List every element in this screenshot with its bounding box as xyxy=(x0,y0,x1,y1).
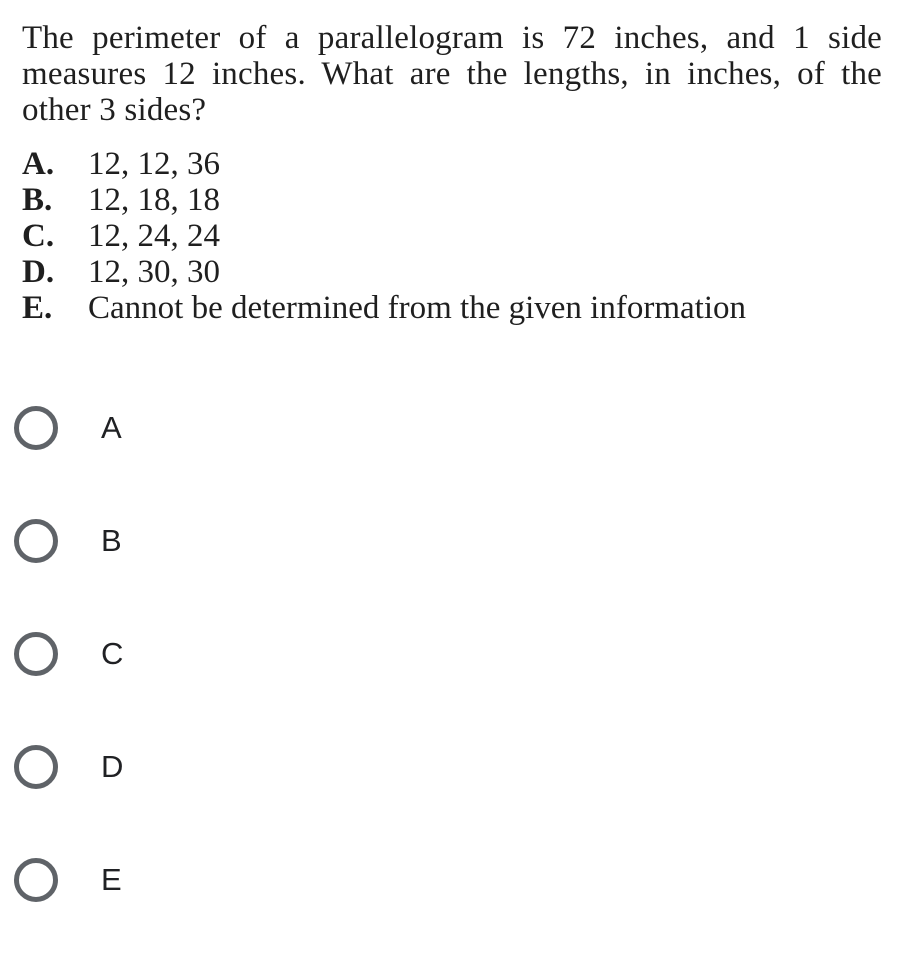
radio-option-a[interactable] xyxy=(14,402,314,515)
radio-label-a[interactable]: A xyxy=(101,410,122,445)
choice-row-e xyxy=(22,290,882,326)
radio-button-e[interactable] xyxy=(14,858,58,902)
choice-text: 12, 12, 36 xyxy=(88,146,220,182)
radio-option-c[interactable] xyxy=(14,628,314,741)
choice-row-b xyxy=(22,182,882,218)
radio-button-c[interactable] xyxy=(14,632,58,676)
choice-text: Cannot be determined from the given information xyxy=(88,290,746,326)
radio-label-e[interactable]: E xyxy=(101,862,122,897)
radio-label-d[interactable]: D xyxy=(101,749,124,784)
choice-letter: B. xyxy=(22,182,53,218)
choice-list xyxy=(22,146,882,326)
choice-letter: E. xyxy=(22,290,53,326)
radio-option-e[interactable] xyxy=(14,854,314,967)
radio-button-a[interactable] xyxy=(14,406,58,450)
choice-row-c xyxy=(22,218,882,254)
choice-text: 12, 24, 24 xyxy=(88,218,220,254)
radio-option-d[interactable] xyxy=(14,741,314,854)
radio-label-c[interactable]: C xyxy=(101,636,124,671)
radio-option-b[interactable] xyxy=(14,515,314,628)
question-stem: The perimeter of a parallelogram is 72 inches, and 1 side measures 12 inches. What are the lengths, in inches, of the other 3 sides? xyxy=(22,20,882,128)
choice-letter: C. xyxy=(22,218,55,254)
radio-label-b[interactable]: B xyxy=(101,523,122,558)
radio-button-d[interactable] xyxy=(14,745,58,789)
choice-row-a xyxy=(22,146,882,182)
choice-letter: A. xyxy=(22,146,55,182)
choice-letter: D. xyxy=(22,254,55,290)
question-image xyxy=(22,20,882,326)
choice-row-d xyxy=(22,254,882,290)
choice-text: 12, 18, 18 xyxy=(88,182,220,218)
answer-radio-group xyxy=(14,402,314,967)
choice-text: 12, 30, 30 xyxy=(88,254,220,290)
radio-button-b[interactable] xyxy=(14,519,58,563)
